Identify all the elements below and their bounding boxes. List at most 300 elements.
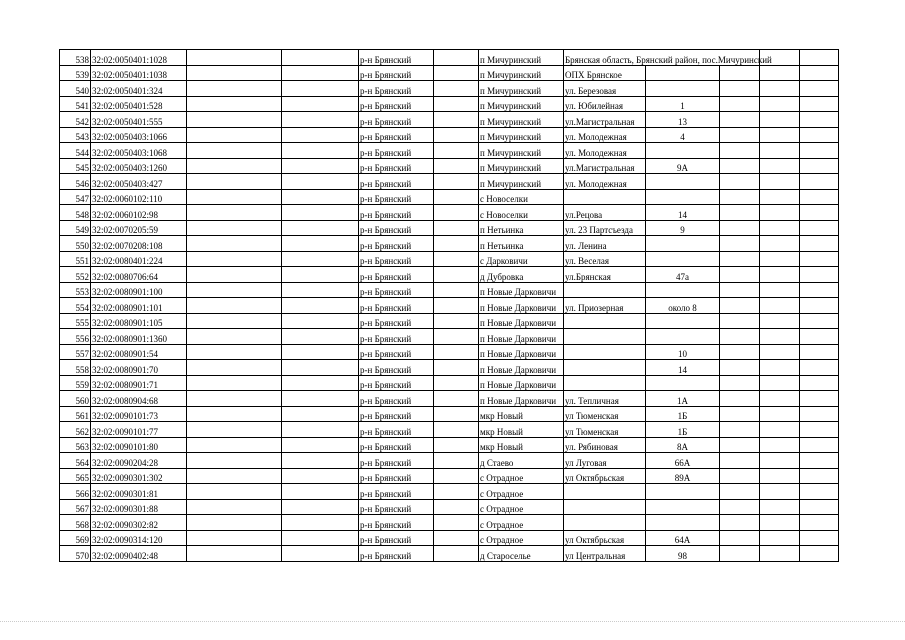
empty-cell bbox=[800, 360, 839, 376]
house-number-cell: 66А bbox=[646, 453, 720, 469]
table-row bbox=[60, 391, 839, 407]
empty-cell bbox=[282, 174, 359, 190]
empty-cell bbox=[282, 189, 359, 205]
empty-cell bbox=[282, 422, 359, 438]
row-number: 541 bbox=[60, 96, 91, 112]
empty-cell bbox=[282, 515, 359, 531]
empty-cell bbox=[434, 406, 479, 422]
empty-cell bbox=[760, 236, 800, 252]
empty-cell bbox=[720, 267, 760, 283]
house-number-cell bbox=[646, 174, 720, 190]
street-cell: ул Тюменская bbox=[564, 406, 646, 422]
empty-cell bbox=[282, 236, 359, 252]
empty-cell bbox=[800, 143, 839, 159]
street-cell: ул Луговая bbox=[564, 453, 646, 469]
empty-cell bbox=[282, 499, 359, 515]
house-number-cell bbox=[646, 499, 720, 515]
empty-cell bbox=[434, 251, 479, 267]
empty-cell bbox=[760, 65, 800, 81]
district-cell: р-н Брянский bbox=[359, 220, 434, 236]
locality-cell: п Мичуринский bbox=[479, 158, 564, 174]
district-cell: р-н Брянский bbox=[359, 50, 434, 66]
house-number-cell: 8А bbox=[646, 437, 720, 453]
empty-cell bbox=[187, 530, 282, 546]
street-cell: ул. Молодежная bbox=[564, 174, 646, 190]
empty-cell bbox=[434, 515, 479, 531]
street-cell: ул. Молодежная bbox=[564, 127, 646, 143]
row-number: 558 bbox=[60, 360, 91, 376]
row-number: 562 bbox=[60, 422, 91, 438]
district-cell: р-н Брянский bbox=[359, 282, 434, 298]
empty-cell bbox=[282, 298, 359, 314]
street-cell: ул. Приозерная bbox=[564, 298, 646, 314]
empty-cell bbox=[720, 81, 760, 97]
street-cell bbox=[564, 313, 646, 329]
district-cell: р-н Брянский bbox=[359, 81, 434, 97]
empty-cell bbox=[434, 298, 479, 314]
cadastral-number: 32:02:0080901:54 bbox=[91, 344, 187, 360]
table-row bbox=[60, 96, 839, 112]
cadastral-number: 32:02:0090301:88 bbox=[91, 499, 187, 515]
empty-cell bbox=[282, 81, 359, 97]
house-number-cell bbox=[646, 329, 720, 345]
empty-cell bbox=[760, 282, 800, 298]
cadastral-number: 32:02:0080401:224 bbox=[91, 251, 187, 267]
empty-cell bbox=[800, 375, 839, 391]
district-cell: р-н Брянский bbox=[359, 127, 434, 143]
empty-cell bbox=[760, 313, 800, 329]
empty-cell bbox=[282, 468, 359, 484]
house-number-cell: 14 bbox=[646, 205, 720, 221]
locality-cell: п Мичуринский bbox=[479, 127, 564, 143]
cadastral-number: 32:02:0090101:73 bbox=[91, 406, 187, 422]
street-cell: ОПХ Брянское bbox=[564, 65, 646, 81]
empty-cell bbox=[800, 65, 839, 81]
locality-cell: п Мичуринский bbox=[479, 65, 564, 81]
row-number: 557 bbox=[60, 344, 91, 360]
empty-cell bbox=[187, 344, 282, 360]
district-cell: р-н Брянский bbox=[359, 453, 434, 469]
cadastral-number: 32:02:0060102:98 bbox=[91, 205, 187, 221]
row-number: 539 bbox=[60, 65, 91, 81]
row-number: 546 bbox=[60, 174, 91, 190]
table-row bbox=[60, 205, 839, 221]
empty-cell bbox=[720, 344, 760, 360]
district-cell: р-н Брянский bbox=[359, 437, 434, 453]
row-number: 555 bbox=[60, 313, 91, 329]
row-number: 543 bbox=[60, 127, 91, 143]
empty-cell bbox=[187, 546, 282, 562]
empty-cell bbox=[187, 189, 282, 205]
empty-cell bbox=[800, 50, 839, 66]
table-row bbox=[60, 81, 839, 97]
empty-cell bbox=[720, 391, 760, 407]
empty-cell bbox=[434, 220, 479, 236]
empty-cell bbox=[760, 499, 800, 515]
street-cell: ул. Юбилейная bbox=[564, 96, 646, 112]
empty-cell bbox=[720, 360, 760, 376]
locality-cell: п Новые Дарковичи bbox=[479, 360, 564, 376]
house-number-cell bbox=[646, 189, 720, 205]
locality-cell: с Отрадное bbox=[479, 484, 564, 500]
empty-cell bbox=[800, 220, 839, 236]
empty-cell bbox=[187, 484, 282, 500]
house-number-cell: около 8 bbox=[646, 298, 720, 314]
empty-cell bbox=[187, 298, 282, 314]
empty-cell bbox=[720, 189, 760, 205]
empty-cell bbox=[282, 530, 359, 546]
empty-cell bbox=[187, 422, 282, 438]
empty-cell bbox=[187, 205, 282, 221]
empty-cell bbox=[187, 220, 282, 236]
empty-cell bbox=[187, 468, 282, 484]
empty-cell bbox=[187, 437, 282, 453]
empty-cell bbox=[760, 96, 800, 112]
empty-cell bbox=[282, 96, 359, 112]
locality-cell: с Отрадное bbox=[479, 499, 564, 515]
locality-cell: мкр Новый bbox=[479, 422, 564, 438]
house-number-cell: 64А bbox=[646, 530, 720, 546]
empty-cell bbox=[282, 391, 359, 407]
street-cell bbox=[564, 375, 646, 391]
empty-cell bbox=[720, 298, 760, 314]
row-number: 565 bbox=[60, 468, 91, 484]
empty-cell bbox=[720, 406, 760, 422]
empty-cell bbox=[720, 174, 760, 190]
cadastral-number: 32:02:0080901:105 bbox=[91, 313, 187, 329]
empty-cell bbox=[800, 499, 839, 515]
empty-cell bbox=[760, 329, 800, 345]
locality-cell: мкр Новый bbox=[479, 406, 564, 422]
empty-cell bbox=[187, 313, 282, 329]
house-number-cell: 4 bbox=[646, 127, 720, 143]
district-cell: р-н Брянский bbox=[359, 515, 434, 531]
table-row bbox=[60, 267, 839, 283]
empty-cell bbox=[434, 236, 479, 252]
district-cell: р-н Брянский bbox=[359, 422, 434, 438]
table-row bbox=[60, 515, 839, 531]
empty-cell bbox=[434, 468, 479, 484]
empty-cell bbox=[720, 143, 760, 159]
table-row bbox=[60, 313, 839, 329]
row-number: 542 bbox=[60, 112, 91, 128]
empty-cell bbox=[720, 313, 760, 329]
empty-cell bbox=[434, 546, 479, 562]
table-row bbox=[60, 406, 839, 422]
empty-cell bbox=[760, 468, 800, 484]
house-number-cell: 47а bbox=[646, 267, 720, 283]
empty-cell bbox=[434, 329, 479, 345]
locality-cell: п Мичуринский bbox=[479, 81, 564, 97]
district-cell: р-н Брянский bbox=[359, 344, 434, 360]
empty-cell bbox=[434, 143, 479, 159]
row-number: 545 bbox=[60, 158, 91, 174]
table-row bbox=[60, 50, 839, 66]
empty-cell bbox=[187, 391, 282, 407]
cadastral-number: 32:02:0080901:70 bbox=[91, 360, 187, 376]
empty-cell bbox=[720, 437, 760, 453]
district-cell: р-н Брянский bbox=[359, 329, 434, 345]
district-cell: р-н Брянский bbox=[359, 546, 434, 562]
empty-cell bbox=[800, 236, 839, 252]
empty-cell bbox=[720, 499, 760, 515]
cadastral-number: 32:02:0090302:82 bbox=[91, 515, 187, 531]
empty-cell bbox=[187, 143, 282, 159]
empty-cell bbox=[282, 143, 359, 159]
cadastral-number: 32:02:0090402:48 bbox=[91, 546, 187, 562]
district-cell: р-н Брянский bbox=[359, 484, 434, 500]
district-cell: р-н Брянский bbox=[359, 174, 434, 190]
empty-cell bbox=[800, 158, 839, 174]
street-cell: ул. Березовая bbox=[564, 81, 646, 97]
empty-cell bbox=[800, 267, 839, 283]
locality-cell: с Новоселки bbox=[479, 205, 564, 221]
row-number: 538 bbox=[60, 50, 91, 66]
empty-cell bbox=[720, 65, 760, 81]
empty-cell bbox=[434, 189, 479, 205]
table-row bbox=[60, 530, 839, 546]
street-cell: ул. Молодежная bbox=[564, 143, 646, 159]
empty-cell bbox=[187, 329, 282, 345]
empty-cell bbox=[800, 313, 839, 329]
empty-cell bbox=[187, 158, 282, 174]
house-number-cell: 9А bbox=[646, 158, 720, 174]
locality-cell: п Новые Дарковичи bbox=[479, 298, 564, 314]
locality-cell: мкр Новый bbox=[479, 437, 564, 453]
empty-cell bbox=[760, 220, 800, 236]
empty-cell bbox=[800, 468, 839, 484]
street-cell bbox=[564, 515, 646, 531]
empty-cell bbox=[800, 96, 839, 112]
cadastral-number: 32:02:0050401:1038 bbox=[91, 65, 187, 81]
empty-cell bbox=[434, 484, 479, 500]
table-row bbox=[60, 143, 839, 159]
empty-cell bbox=[720, 251, 760, 267]
table-row bbox=[60, 189, 839, 205]
street-cell: Брянская область, Брянский район, пос.Мичуринский bbox=[564, 50, 760, 66]
locality-cell: п Новые Дарковичи bbox=[479, 329, 564, 345]
empty-cell bbox=[760, 81, 800, 97]
empty-cell bbox=[434, 267, 479, 283]
empty-cell bbox=[800, 437, 839, 453]
cadastral-number: 32:02:0050401:555 bbox=[91, 112, 187, 128]
empty-cell bbox=[282, 282, 359, 298]
empty-cell bbox=[760, 391, 800, 407]
table-row bbox=[60, 360, 839, 376]
table-row bbox=[60, 437, 839, 453]
empty-cell bbox=[282, 344, 359, 360]
row-number: 550 bbox=[60, 236, 91, 252]
locality-cell: п Мичуринский bbox=[479, 50, 564, 66]
empty-cell bbox=[760, 422, 800, 438]
empty-cell bbox=[282, 50, 359, 66]
empty-cell bbox=[720, 515, 760, 531]
empty-cell bbox=[187, 127, 282, 143]
locality-cell: п Новые Дарковичи bbox=[479, 282, 564, 298]
empty-cell bbox=[434, 205, 479, 221]
street-cell: ул.Брянская bbox=[564, 267, 646, 283]
empty-cell bbox=[760, 112, 800, 128]
street-cell: ул. Веселая bbox=[564, 251, 646, 267]
empty-cell bbox=[434, 158, 479, 174]
cadastral-number: 32:02:0080901:1360 bbox=[91, 329, 187, 345]
empty-cell bbox=[434, 437, 479, 453]
empty-cell bbox=[434, 453, 479, 469]
empty-cell bbox=[800, 189, 839, 205]
street-cell: ул Центральная bbox=[564, 546, 646, 562]
empty-cell bbox=[282, 360, 359, 376]
cadastral-number: 32:02:0080706:64 bbox=[91, 267, 187, 283]
empty-cell bbox=[720, 282, 760, 298]
empty-cell bbox=[760, 251, 800, 267]
empty-cell bbox=[760, 158, 800, 174]
street-cell: ул.Рецова bbox=[564, 205, 646, 221]
cadastral-number: 32:02:0090101:77 bbox=[91, 422, 187, 438]
locality-cell: с Отрадное bbox=[479, 468, 564, 484]
empty-cell bbox=[434, 65, 479, 81]
empty-cell bbox=[434, 360, 479, 376]
locality-cell: п Нетьинка bbox=[479, 236, 564, 252]
empty-cell bbox=[760, 437, 800, 453]
cadastral-number: 32:02:0080901:71 bbox=[91, 375, 187, 391]
empty-cell bbox=[434, 422, 479, 438]
house-number-cell bbox=[646, 484, 720, 500]
empty-cell bbox=[720, 453, 760, 469]
district-cell: р-н Брянский bbox=[359, 267, 434, 283]
cadastral-number: 32:02:0050401:324 bbox=[91, 81, 187, 97]
street-cell bbox=[564, 282, 646, 298]
row-number: 563 bbox=[60, 437, 91, 453]
locality-cell: с Отрадное bbox=[479, 515, 564, 531]
street-cell: ул Октябрьская bbox=[564, 530, 646, 546]
table-row bbox=[60, 422, 839, 438]
row-number: 552 bbox=[60, 267, 91, 283]
house-number-cell: 1 bbox=[646, 96, 720, 112]
locality-cell: п Мичуринский bbox=[479, 143, 564, 159]
empty-cell bbox=[760, 205, 800, 221]
house-number-cell: 1Б bbox=[646, 422, 720, 438]
empty-cell bbox=[800, 484, 839, 500]
register-rows bbox=[60, 50, 839, 562]
row-number: 567 bbox=[60, 499, 91, 515]
empty-cell bbox=[800, 174, 839, 190]
empty-cell bbox=[282, 65, 359, 81]
district-cell: р-н Брянский bbox=[359, 406, 434, 422]
empty-cell bbox=[760, 515, 800, 531]
empty-cell bbox=[282, 158, 359, 174]
row-number: 548 bbox=[60, 205, 91, 221]
house-number-cell bbox=[646, 251, 720, 267]
empty-cell bbox=[720, 236, 760, 252]
empty-cell bbox=[760, 267, 800, 283]
empty-cell bbox=[800, 453, 839, 469]
street-cell: ул. Ленина bbox=[564, 236, 646, 252]
empty-cell bbox=[434, 391, 479, 407]
cadastral-number: 32:02:0070205:59 bbox=[91, 220, 187, 236]
locality-cell: п Новые Дарковичи bbox=[479, 313, 564, 329]
cadastral-number: 32:02:0050403:1260 bbox=[91, 158, 187, 174]
empty-cell bbox=[760, 189, 800, 205]
empty-cell bbox=[434, 282, 479, 298]
street-cell bbox=[564, 484, 646, 500]
empty-cell bbox=[282, 406, 359, 422]
locality-cell: п Мичуринский bbox=[479, 174, 564, 190]
street-cell: ул. Рябиновая bbox=[564, 437, 646, 453]
table-row bbox=[60, 499, 839, 515]
empty-cell bbox=[187, 112, 282, 128]
empty-cell bbox=[720, 530, 760, 546]
empty-cell bbox=[187, 81, 282, 97]
cadastral-number: 32:02:0060102:110 bbox=[91, 189, 187, 205]
empty-cell bbox=[800, 530, 839, 546]
row-number: 566 bbox=[60, 484, 91, 500]
empty-cell bbox=[720, 112, 760, 128]
empty-cell bbox=[282, 251, 359, 267]
row-number: 551 bbox=[60, 251, 91, 267]
empty-cell bbox=[800, 546, 839, 562]
table-row bbox=[60, 127, 839, 143]
street-cell: ул Октябрьская bbox=[564, 468, 646, 484]
empty-cell bbox=[187, 499, 282, 515]
empty-cell bbox=[760, 406, 800, 422]
table-row bbox=[60, 375, 839, 391]
district-cell: р-н Брянский bbox=[359, 298, 434, 314]
empty-cell bbox=[760, 453, 800, 469]
empty-cell bbox=[434, 81, 479, 97]
empty-cell bbox=[282, 437, 359, 453]
empty-cell bbox=[720, 375, 760, 391]
house-number-cell bbox=[646, 65, 720, 81]
empty-cell bbox=[187, 50, 282, 66]
district-cell: р-н Брянский bbox=[359, 468, 434, 484]
district-cell: р-н Брянский bbox=[359, 499, 434, 515]
empty-cell bbox=[434, 530, 479, 546]
row-number: 556 bbox=[60, 329, 91, 345]
cadastral-number: 32:02:0050401:528 bbox=[91, 96, 187, 112]
empty-cell bbox=[800, 112, 839, 128]
empty-cell bbox=[800, 329, 839, 345]
locality-cell: с Дарковичи bbox=[479, 251, 564, 267]
empty-cell bbox=[720, 329, 760, 345]
empty-cell bbox=[282, 329, 359, 345]
empty-cell bbox=[187, 251, 282, 267]
table-row bbox=[60, 484, 839, 500]
district-cell: р-н Брянский bbox=[359, 236, 434, 252]
locality-cell: п Мичуринский bbox=[479, 96, 564, 112]
house-number-cell: 1Б bbox=[646, 406, 720, 422]
row-number: 554 bbox=[60, 298, 91, 314]
empty-cell bbox=[800, 344, 839, 360]
cadastral-number: 32:02:0050401:1028 bbox=[91, 50, 187, 66]
house-number-cell: 89А bbox=[646, 468, 720, 484]
cadastral-number: 32:02:0090204:28 bbox=[91, 453, 187, 469]
table-row bbox=[60, 546, 839, 562]
house-number-cell bbox=[646, 375, 720, 391]
locality-cell: с Новоселки bbox=[479, 189, 564, 205]
empty-cell bbox=[434, 375, 479, 391]
street-cell bbox=[564, 360, 646, 376]
locality-cell: с Отрадное bbox=[479, 530, 564, 546]
district-cell: р-н Брянский bbox=[359, 65, 434, 81]
empty-cell bbox=[800, 391, 839, 407]
street-cell bbox=[564, 189, 646, 205]
locality-cell: п Нетьинка bbox=[479, 220, 564, 236]
row-number: 561 bbox=[60, 406, 91, 422]
row-number: 547 bbox=[60, 189, 91, 205]
table-row bbox=[60, 282, 839, 298]
empty-cell bbox=[434, 344, 479, 360]
district-cell: р-н Брянский bbox=[359, 391, 434, 407]
